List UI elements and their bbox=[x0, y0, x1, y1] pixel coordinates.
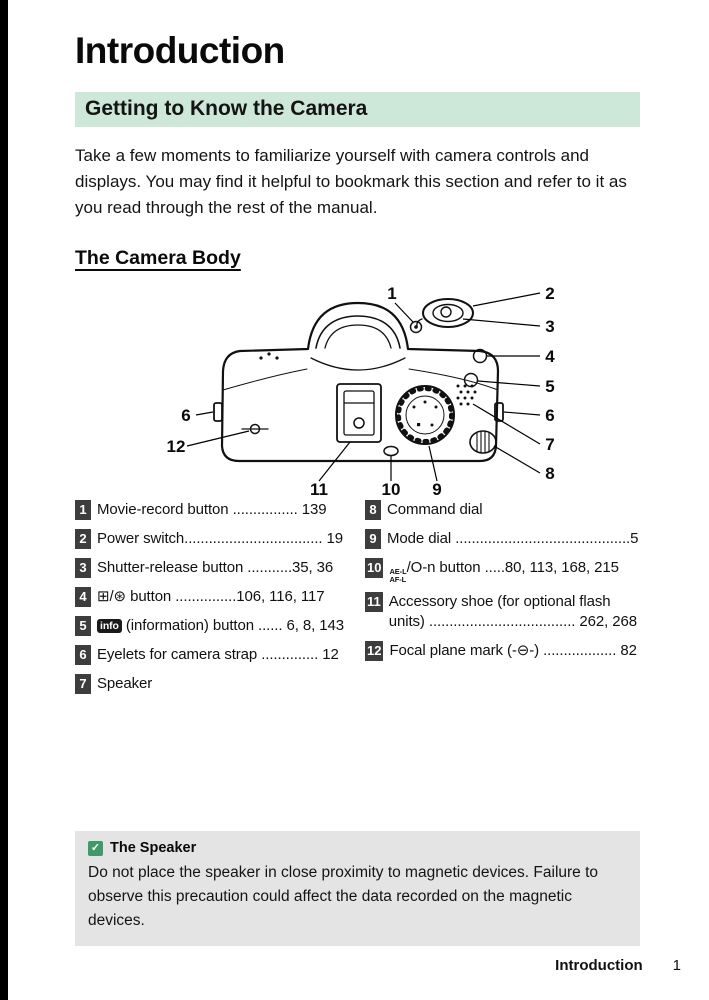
item-label bbox=[389, 592, 640, 632]
mode-dial bbox=[396, 386, 454, 444]
command-dial bbox=[470, 431, 496, 453]
viewfinder-hump-arc-inner bbox=[325, 325, 391, 348]
item-text: Mode dial ...........................................5 bbox=[387, 530, 639, 547]
item-number-badge: 9 bbox=[365, 529, 381, 549]
item-number-badge: 11 bbox=[365, 592, 383, 612]
footer-page-number: 1 bbox=[672, 957, 681, 974]
callout-9: 9 bbox=[432, 480, 442, 498]
body-seam-left bbox=[223, 369, 307, 390]
item-label bbox=[389, 558, 640, 583]
list-item bbox=[365, 592, 640, 632]
microphone-holes bbox=[259, 352, 278, 359]
list-item bbox=[365, 641, 640, 661]
movie-record-button bbox=[411, 322, 422, 333]
callout-6-left: 6 bbox=[181, 406, 191, 425]
callout-10: 10 bbox=[381, 480, 401, 498]
subsection-heading: The Camera Body bbox=[75, 247, 241, 269]
item-number-badge: 5 bbox=[75, 616, 91, 636]
list-item bbox=[365, 558, 640, 583]
parts-list-right bbox=[365, 500, 640, 703]
list-item bbox=[365, 500, 640, 520]
item-text: Focal plane mark (-⊖-) .................. 82 bbox=[389, 642, 637, 659]
item-label bbox=[97, 674, 357, 694]
accessory-shoe bbox=[337, 384, 381, 442]
parts-list-left bbox=[75, 500, 357, 703]
callout-7: 7 bbox=[545, 435, 555, 454]
item-number-badge: 3 bbox=[75, 558, 91, 578]
callout-12: 12 bbox=[166, 437, 186, 456]
shutter-and-power-switch bbox=[417, 299, 473, 327]
item-label bbox=[97, 558, 357, 578]
callout-11: 11 bbox=[310, 480, 328, 498]
footer-section-label: Introduction bbox=[555, 957, 643, 974]
strap-eyelet-left bbox=[214, 403, 222, 421]
info-icon: info bbox=[97, 619, 122, 633]
note-title: The Speaker bbox=[110, 840, 197, 856]
page-footer bbox=[555, 957, 681, 974]
note-title-row bbox=[88, 840, 627, 856]
item-number-badge: 6 bbox=[75, 645, 91, 665]
item-label bbox=[97, 529, 357, 549]
item-text: Eyelets for camera strap .............. 12 bbox=[97, 646, 339, 663]
item-number-badge: 2 bbox=[75, 529, 91, 549]
callout-4: 4 bbox=[545, 347, 555, 366]
item-number-badge: 12 bbox=[365, 641, 383, 661]
item-text: Movie-record button ................ 139 bbox=[97, 501, 327, 518]
page-content bbox=[75, 0, 640, 946]
item-number-badge: 8 bbox=[365, 500, 381, 520]
page-title: Introduction bbox=[75, 30, 285, 71]
item-label bbox=[97, 616, 357, 636]
item-text: ⊞/⊛ button ...............106, 116, 117 bbox=[97, 588, 325, 605]
camera-diagram-figure bbox=[75, 274, 640, 498]
item-label bbox=[387, 500, 640, 520]
item-text: Speaker bbox=[97, 675, 153, 692]
ae-l-af-l-icon: AE-L AF-L bbox=[389, 567, 407, 584]
item-label bbox=[97, 500, 357, 520]
item-text: /O-n button .....80, 113, 168, 215 bbox=[406, 559, 619, 576]
note-box bbox=[75, 831, 640, 946]
intro-paragraph: Take a few moments to familiarize yourself with camera controls and displays. You may find it helpful to bookmark this section and refer to it as you read through the rest of the manual. bbox=[75, 146, 627, 217]
callout-1: 1 bbox=[387, 284, 397, 303]
list-item bbox=[75, 674, 357, 694]
page-spine-bar bbox=[0, 0, 8, 1000]
item-number-badge: 7 bbox=[75, 674, 91, 694]
list-item bbox=[75, 558, 357, 578]
parts-list bbox=[75, 500, 640, 703]
viewfinder-hump-arc-outer bbox=[316, 316, 400, 348]
camera-top-view-figure bbox=[75, 274, 640, 498]
item-label bbox=[387, 529, 640, 549]
section-header: Getting to Know the Camera bbox=[75, 92, 640, 127]
item-number-badge: 10 bbox=[365, 558, 383, 578]
callout-2: 2 bbox=[545, 284, 555, 303]
list-item bbox=[75, 645, 357, 665]
viewfinder-base-curve bbox=[311, 358, 405, 370]
item-label bbox=[97, 587, 357, 607]
item-label bbox=[97, 645, 357, 665]
callout-8: 8 bbox=[545, 464, 555, 483]
speaker-holes bbox=[457, 385, 477, 406]
list-item bbox=[75, 616, 357, 636]
ae-l-af-l-button bbox=[384, 447, 398, 456]
note-check-icon: ✓ bbox=[88, 841, 103, 856]
callout-3: 3 bbox=[545, 317, 555, 336]
item-text: Command dial bbox=[387, 501, 483, 518]
item-number-badge: 4 bbox=[75, 587, 91, 607]
item-text: Shutter-release button ...........35, 36 bbox=[97, 559, 334, 576]
item-text: Power switch.................................. 19 bbox=[97, 530, 344, 547]
item-label bbox=[389, 641, 640, 661]
item-text: Accessory shoe (for optional flash units) .................................... 262, 268 bbox=[388, 593, 637, 630]
note-body: Do not place the speaker in close proximity to magnetic devices. Failure to observe this precaution could affect the data recorded on the magnetic devices. bbox=[88, 864, 599, 929]
list-item bbox=[75, 529, 357, 549]
item-number-badge: 1 bbox=[75, 500, 91, 520]
list-item bbox=[75, 587, 357, 607]
item-text: (information) button ...... 6, 8, 143 bbox=[121, 617, 344, 634]
list-item bbox=[75, 500, 357, 520]
camera-body-drawing bbox=[214, 299, 503, 461]
list-item bbox=[365, 529, 640, 549]
callout-5: 5 bbox=[545, 377, 555, 396]
callout-6-right: 6 bbox=[545, 406, 555, 425]
